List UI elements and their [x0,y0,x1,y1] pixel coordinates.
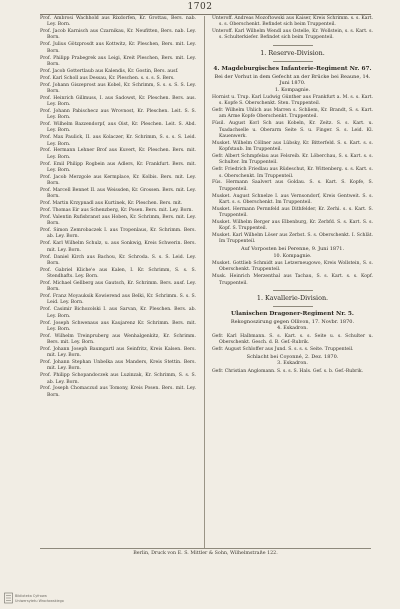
casualty-entry: Prof. Daniel Kirch aus Bachou, Kr. Schroda. S. s. S. Leid. Ley. Born. [40,254,196,266]
stamp-line-2: Uniwersytetu Wrocławskiego [15,599,64,603]
printer-footer: Berlin, Druck von E. S. Mittler & Sohn, Wilhelmstraße 122. [133,551,278,556]
casualty-entry: Prof. Marcell Bennet II. aus Weissden, Kr. Grossen. Bers. mit. Ley. Born. [40,188,196,200]
left-column [40,16,196,548]
right-column [212,16,373,548]
division-title-1: 1. Reserve-Division. [260,48,325,57]
header-rule [40,14,371,15]
casualty-entry: Gefr. Wilhelm Uhlich aus Marren s. Schliem, Kr. Brandt, S. s. Kart. am Arme Kopfe Oberschenkt. Truppenteil. [212,108,373,120]
casualty-list-3 [212,334,373,353]
company-title-1: 1. Kompagnie. [275,87,310,93]
casualty-entry: Musket. Gottlieb Schmidt aus Letzerneugowo, Kreis Wollstein, S. s. Oberschenkt. Truppenteil. [212,261,373,273]
section-rule [273,290,313,291]
casualty-entry: Gefr. August Schloffer aus Jund. S. s. s. s. Seite. Truppenteil. [212,346,354,352]
casualty-entry: Musket. Wilhelm Cöllner aus Lübsky, Kr. Bitterfeld. S. s. Kart. s. s. Kopfstaub. Im Truppenteil. [212,140,373,153]
casualty-entry: Hornist u. Trup. Karl Ludwig Günther aus Frankfurt a. M. s. s. Kart. s. Kopfe S. Oberschenkt. Sten. Truppenteil. [212,95,373,107]
regiment-note-2: Rekognoszirung gegen Ollivon, 17. Novbr. 1870. [230,318,355,325]
casualty-entry: Prof. Franz Moyauksik Kowierend aus Belki, Kr. Schrimm. S. s. S. Leid. Ley. Born. [40,294,196,306]
casualty-entry: Füsil. August Korl Sch aus Kobeln, Kr. Zeitz. S. s. Kart. u. Tsadachselle u. Oberarm Seite S. u. Finger. S. s. Leid. Kl. Kauenwerk. [212,121,373,139]
casualty-entry: Prof. Philipp Prabegrek aus Leigi, Kreit Pleschen, Bers. mit. Ley. Born. [40,55,196,67]
casualty-entry: Füs. Hermann Saalvert aus Goldau. S. s. Kart. S. Kopfe, S. Truppenteil. [212,180,373,192]
regiment-note-1: Bei der Vorhut in dem Gefecht an der Brücke bei Beaune, 14. Juni 1870. [214,73,371,87]
casualty-entry: Prof. Martin Krzypnadl aus Kurtinek, Kr. Pleschen. Bers. mit. [40,201,183,207]
casualty-entry: Prof. Jacob Karnisch aus Czarnikau, Kr. Neufitten, Bers. nab. Ley. Born. [40,29,196,41]
casualty-entry: Prof. Heinrich Gillmuss, I. aus Sadowst, Kr. Pleschen. Bers. aus. Ley. Born. [40,95,196,108]
section-rule [273,45,313,46]
casualty-entry: Prof. Gabriel Kliche'e aus Kalen, I. Kr. Schrimm, S. s. S. Stendhafts. Ley. Born. [40,267,196,280]
casualty-entry: Prof. Valentin Rufisbranst aus Hoben, Kr. Schrimm, Bers. mit. Ley. Born. [40,215,196,227]
casualty-entry: Prof. Wilhelm Bazzendorpf, aus Oist, Kr. Pleschen. Leit. S. Abd. Ley. Born. [40,122,196,134]
casualty-entry: Prof. Johann Joseph Baumgartl aus Seinfritz, Kreis Kalsen. Bers. mit. Ley. Born. [40,346,196,359]
casualty-entry: Musket. Hermann Pernnfeld aus Dithfelder, Kr. Zerhi. s. s. Kart. S. Truppenteil. [212,206,373,219]
battle-note: Schlacht bei Coyonné, 2. Dez. 1870. [246,353,339,360]
casualty-entry: Gefr. Christian Anglomann. S. s. s. S. Hals. Gef. s. b. Gef.-Rubrik. [212,368,364,374]
company-title-4: 3. Eskadron. [277,361,308,367]
casualty-entry: Prof. Casimir Bichozolski I. aus Sarvan, Kr. Pleschen. Bers. ab. Ley. Born. [40,307,196,319]
casualty-entry: Prof. Joseph Schwenaus aus Kaujarenz Kr. Schrimm. Bers. mit. Ley. Born. [40,320,196,332]
regiment-title-1: 4. Magdeburgisches Infanterie-Regiment Nr. 67. [213,65,372,72]
casualty-entry: Gefr. Karl Halbmann. S. s. Kart. s. s. Seite u. s. Schulter u. Oberschenkt. Gesch. d. B. Gef.-Rubrik. [212,333,373,346]
page-number: 1702 [187,2,213,12]
casualty-entry: Prof. Ambrosi Wachhold aus Rixdorfen, Kr. Grottau, Bers. nab. Ley. Born. [40,16,196,28]
casualty-list-1 [212,95,373,246]
footer-rule [40,548,371,549]
casualty-entry: Musket. Karl Wilhelm Löser aus Zerbst. S. s. Oberschenkt. I. Schlät. Im Truppenteil. [212,233,373,245]
section-rule [273,61,313,62]
casualty-entry: Gefr. Friedrich Friedlau aus Rüdeschut, Kr. Wittenberg. s. s. Kart. s. s. Oberschenkt. Im Truppenteil. [212,167,373,179]
casualty-entry: Prof. Hermann Lehner Brof aus Kuvert, Kr. Pleschen. Bers. mit. Ley. Born. [40,148,196,160]
casualty-entry: Musket. Wilhelm Berger aus Elbenburg, Kr. Zerbfd. S. s. Kart. S. s. Kopf. S. Truppenteil. [212,219,373,232]
stamp-line-1: Biblioteka Cyfrowa [15,594,47,598]
section-rule [273,306,313,307]
company-title-2: 10. Kompagnie. [273,253,312,259]
casualty-entry: Prof. Joseph Chomaczud aus Tomony, Kreis Posen. Bers. mit. Ley. Born. [40,386,196,398]
casualty-entry: Unteroff. Andreas Mozoftowski aus Kaiser, Kreis Schrimm. s. s. Kart. s. s. Oberschenkt. Befindet sich beim Truppenteil. [212,16,373,28]
stamp-logo-icon [5,593,13,603]
casualty-entry: Prof. Emil Philipp Rogbein aus Adlers, Kr. Frankfurt. Bers. mit. Ley. Born. [40,161,196,173]
outpost-note: Auf Vorposten bei Perenne, 9. Juni 1871. [240,246,345,253]
right-top-entries [212,16,373,42]
library-stamp [4,591,64,605]
casualty-entry: Musket. August Schnelze I. aus Vernsondorf, Kreis Gentweit. S. s. Kart. s. s. Oberschenkt. Im Truppenteil. [212,193,373,205]
casualty-entry: Prof. Max Paulick, II. aus Kolaczer, Kr. Schrimm, S. s. s. S. Leid. Ley. Born. [40,135,196,147]
casualty-entry: Prof. Johann Pabischecz aus Wrovnost, Kr. Pleschen. Leit. S. S. Ley. Born. [40,108,196,121]
casualty-entry: Prof. Thomas Eir aus Schenzberg, Kr. Posen. Bers. mit. Ley. Born. [40,208,193,214]
casualty-entry: Prof. Johann Stephan Unbelka aus Manders, Kreis Stettin. Bers. mit. Ley. Born. [40,360,196,372]
casualty-entry: Musk. Heinrich Merzenthal aus Tachau, S. s. Kart. s. s. Kopf. Truppenteil. [212,274,373,286]
casualty-list-2 [212,261,373,287]
casualty-entry: Prof. Jacob Merzgole aus Kermplace, Kr. Kolbis. Bers. mit. Ley. Born. [40,174,196,187]
casualty-entry: Prof. Wilhelm Treinpruberg aus Wenhalgenkitz, Kr. Schrimm. Bers. mit. Ley. Born. [40,333,196,345]
casualty-entry: Unteroff. Karl Wilhelm Wendl aus Ostelle, Kr. Wollstein, s. s. Kart. s. s. Schulterkiefer. Befindet sich beim Truppenteil. [212,29,373,41]
casualty-entry: Prof. Simon Zemrobaczek I. aus Tropenlaus, Kr. Schrimm. Bers. ab. Ley. Born. [40,228,196,240]
casualty-entry: Prof. Karl Wilhelm Schulz, u. aus Sonkwig, Kreis Schwerin. Bers. mit. Ley. Born. [40,241,196,253]
casualty-entry: Prof. Julius Götzprosdt aus Kottwitz, Kr. Pleschen, Bers. mit. Ley. Born. [40,42,196,54]
casualty-entry: Prof. Philipp Schopandoczek aus Luzinzak, Kr. Schrimm, S. s. S. ab. Ley. Born. [40,373,196,385]
regiment-title-2: Ulanischen Dragoner-Regiment Nr. 5. [231,310,354,317]
column-divider [204,16,205,548]
casualty-entry: Prof. Michael Gellberg aus Gautsch, Kr. Schrimm. Bers. ausf. Ley. Born. [40,280,196,293]
casualty-entry: Prof. Karl Scholl aus Dessau, Kr. Pleschen. s. s. s. S. Bers. [40,75,175,81]
casualty-entry: Gefr. Albert Schmpfelau aus Felsreib. Kr. Löberchau, S. s. Kart. s. s. Schulter. Im Truppenteil. [212,154,373,166]
casualty-entry: Prof. Jacob Gottertlaub aus Kalendis, Kr. Gostin, Bers. ausf. [40,68,179,74]
casualty-list-4 [212,369,373,375]
company-title-3: 4. Eskadron. [277,326,308,332]
casualty-entry: Prof. Johann Giszeprost aus Kobel, Kr. Schrimm, S. s. s. S. S. Ley. Born. [40,82,196,94]
division-title-2: 1. Kavallerie-Division. [256,293,329,302]
